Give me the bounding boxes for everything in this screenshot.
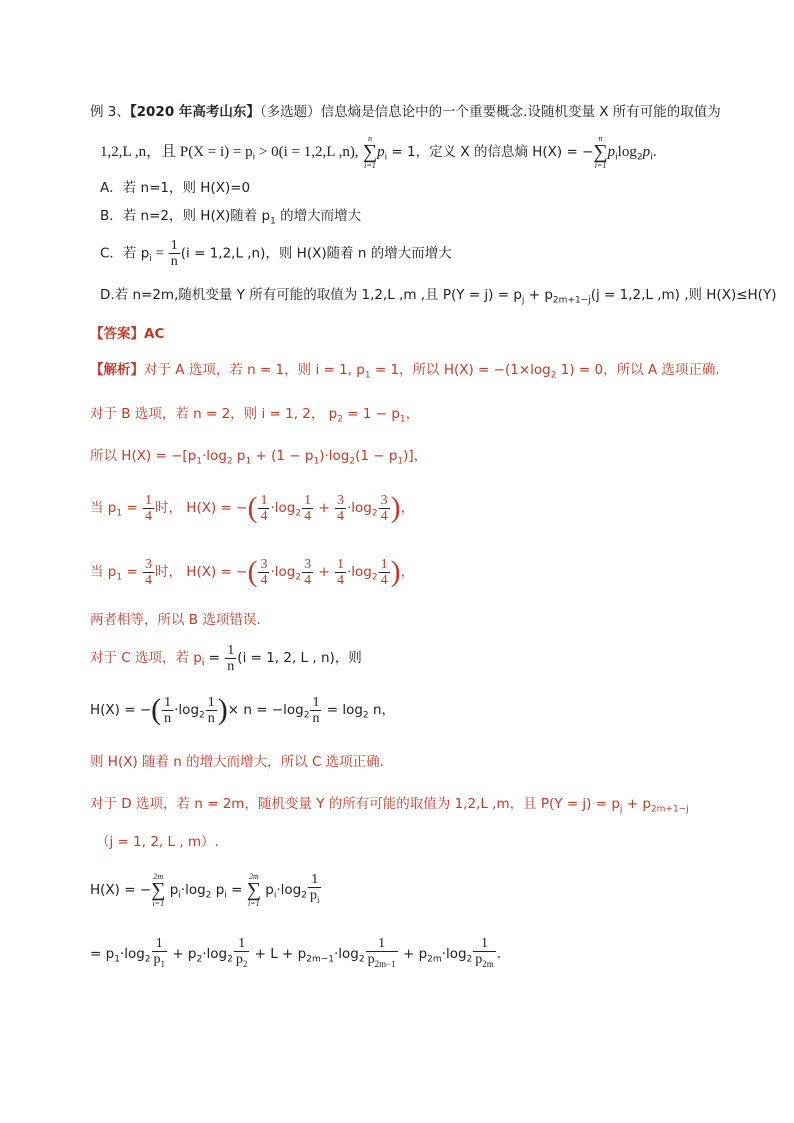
option-a: A．若 n=1，则 H(X)=0 — [100, 180, 251, 196]
answer-line — [90, 324, 164, 344]
problem-prefix: 例 3、 — [90, 104, 130, 120]
analysis-line-10: 对于 D 选项，若 n = 2m，随机变量 Y 的所有可能的取值为 1,2,L ,m，且 $P(Y = j) = p_j + p_{2m+1-j}$ — [90, 796, 689, 815]
analysis-line-4: 当 $p_1$ = $\frac{1}{4}$ 时， H(X) = −( $\frac{1}{4}$ $\cdot\log_2$ $\frac{1}{4}$ + $\frac{3}{4}$ $\cdot\log_2$ $\frac{3}{4}$ )， — [90, 491, 415, 524]
option-c: C．若 $p_i$ = $\frac{1}{n}$ (i = 1,2,L ,n)，则 H(X)随着 n 的增大而增大 — [100, 238, 452, 269]
sum-symbol-2: n ∑ i=1 — [593, 134, 608, 170]
analysis-line-1: 【解析】对于 A 选项，若 n = 1，则 i = 1, $p_1 = 1$，所以 $H(X) = -(1\times\log_2$ 1) = 0，所以 A 选项正确. — [90, 362, 720, 381]
problem-stem: 信息熵是信息论中的一个重要概念.设随机变量 X 所有可能的取值为 — [320, 104, 721, 120]
analysis-line-9: 则 H(X) 随着 n 的增大而增大，所以 C 选项正确. — [90, 754, 384, 770]
analysis-line-2: 对于 B 选项，若 n = 2，则 i = 1, 2， $p_2 = 1 - p_1$， — [90, 406, 420, 425]
problem-line2-a: 1,2,L ,n，且 P(X = i) = p — [100, 144, 253, 160]
answer-label: 【答案】 — [90, 326, 144, 342]
option-b: B．若 n=2，则 H(X)随着 $p_1$ 的增大而增大 — [100, 208, 362, 227]
analysis-line-5: 当 $p_1$ = $\frac{3}{4}$ 时， H(X) = −( $\frac{3}{4}$ $\cdot\log_2$ $\frac{3}{4}$ + $\frac{1}{4}$ $\cdot\log_2$ $\frac{1}{4}$ )， — [90, 555, 415, 588]
analysis-line-3: 所以 $H(X) = -[p_1\cdot\log_2$ $p_1 + (1 - p_1)\cdot\log_2(1 - p_1)$]， — [90, 448, 428, 467]
analysis-line-7: 对于 C 选项，若 $p_i$ = $\frac{1}{n}$ (i = 1, 2, L , n)，则 — [90, 642, 362, 674]
problem-line2-d: = 1，定义 X 的信息熵 H(X) = − — [387, 144, 594, 160]
problem-type: （多选题） — [259, 104, 321, 120]
answer-value: AC — [144, 326, 165, 342]
problem-line-2: 1,2,L ,n，且 $P(X = i) = p_i > 0(i = 1,2,L$ ,n), n ∑ i=1 $p_i = 1$，定义 X 的信息熵 H(X) = − n ∑ i=1 $p_i\log_2p_i$. — [100, 134, 657, 170]
option-d: D.若 n=2m,随机变量 Y 所有可能的取值为 1,2,L ,m ,且 $P(Y = j) = p_j + p_{2m+1-j}(j = 1,2,L$ ,m) ,则 H(X)≤H(Y) — [100, 287, 777, 306]
analysis-line-6: 两者相等，所以 B 选项错误. — [90, 612, 261, 628]
analysis-line-8: H(X) = −( $\frac{1}{n}$ $\cdot\log_2$ $\frac{1}{n}$ )× $n = -\log_2$ $\frac{1}{n}$ = $\log_2 n$， — [90, 693, 396, 726]
problem-line2-b: > 0(i = 1,2,L ,n), — [255, 144, 359, 160]
problem-source: 【2020 年高考山东】 — [129, 104, 260, 120]
problem-line-1 — [90, 102, 721, 122]
analysis-line-12: H(X) = − 2m ∑ i=1 $p_i\cdot\log_2$ $p_i$ = 2m ∑ i=1 $p_i\cdot\log_2$ $\frac{1}{p_i}$ — [90, 872, 320, 908]
sum-symbol: n ∑ i=1 — [362, 134, 378, 170]
fraction-1-over-n: $\frac{1}{n}$ — [170, 238, 178, 269]
analysis-line-13: = $p_1\cdot\log_2$ $\frac{1}{p_1}$ + $p_2\cdot\log_2$ $\frac{1}{p_2}$ + $L + p_{2m-1}\cdot\log_2$ $\frac{1}{p_{2m-1}}$ + $p_{2m}\cdot\log_2$ $\frac{1}{p_{2m}}$ . — [90, 936, 502, 969]
analysis-line-11: （j = 1, 2, L , m）. — [96, 834, 219, 850]
